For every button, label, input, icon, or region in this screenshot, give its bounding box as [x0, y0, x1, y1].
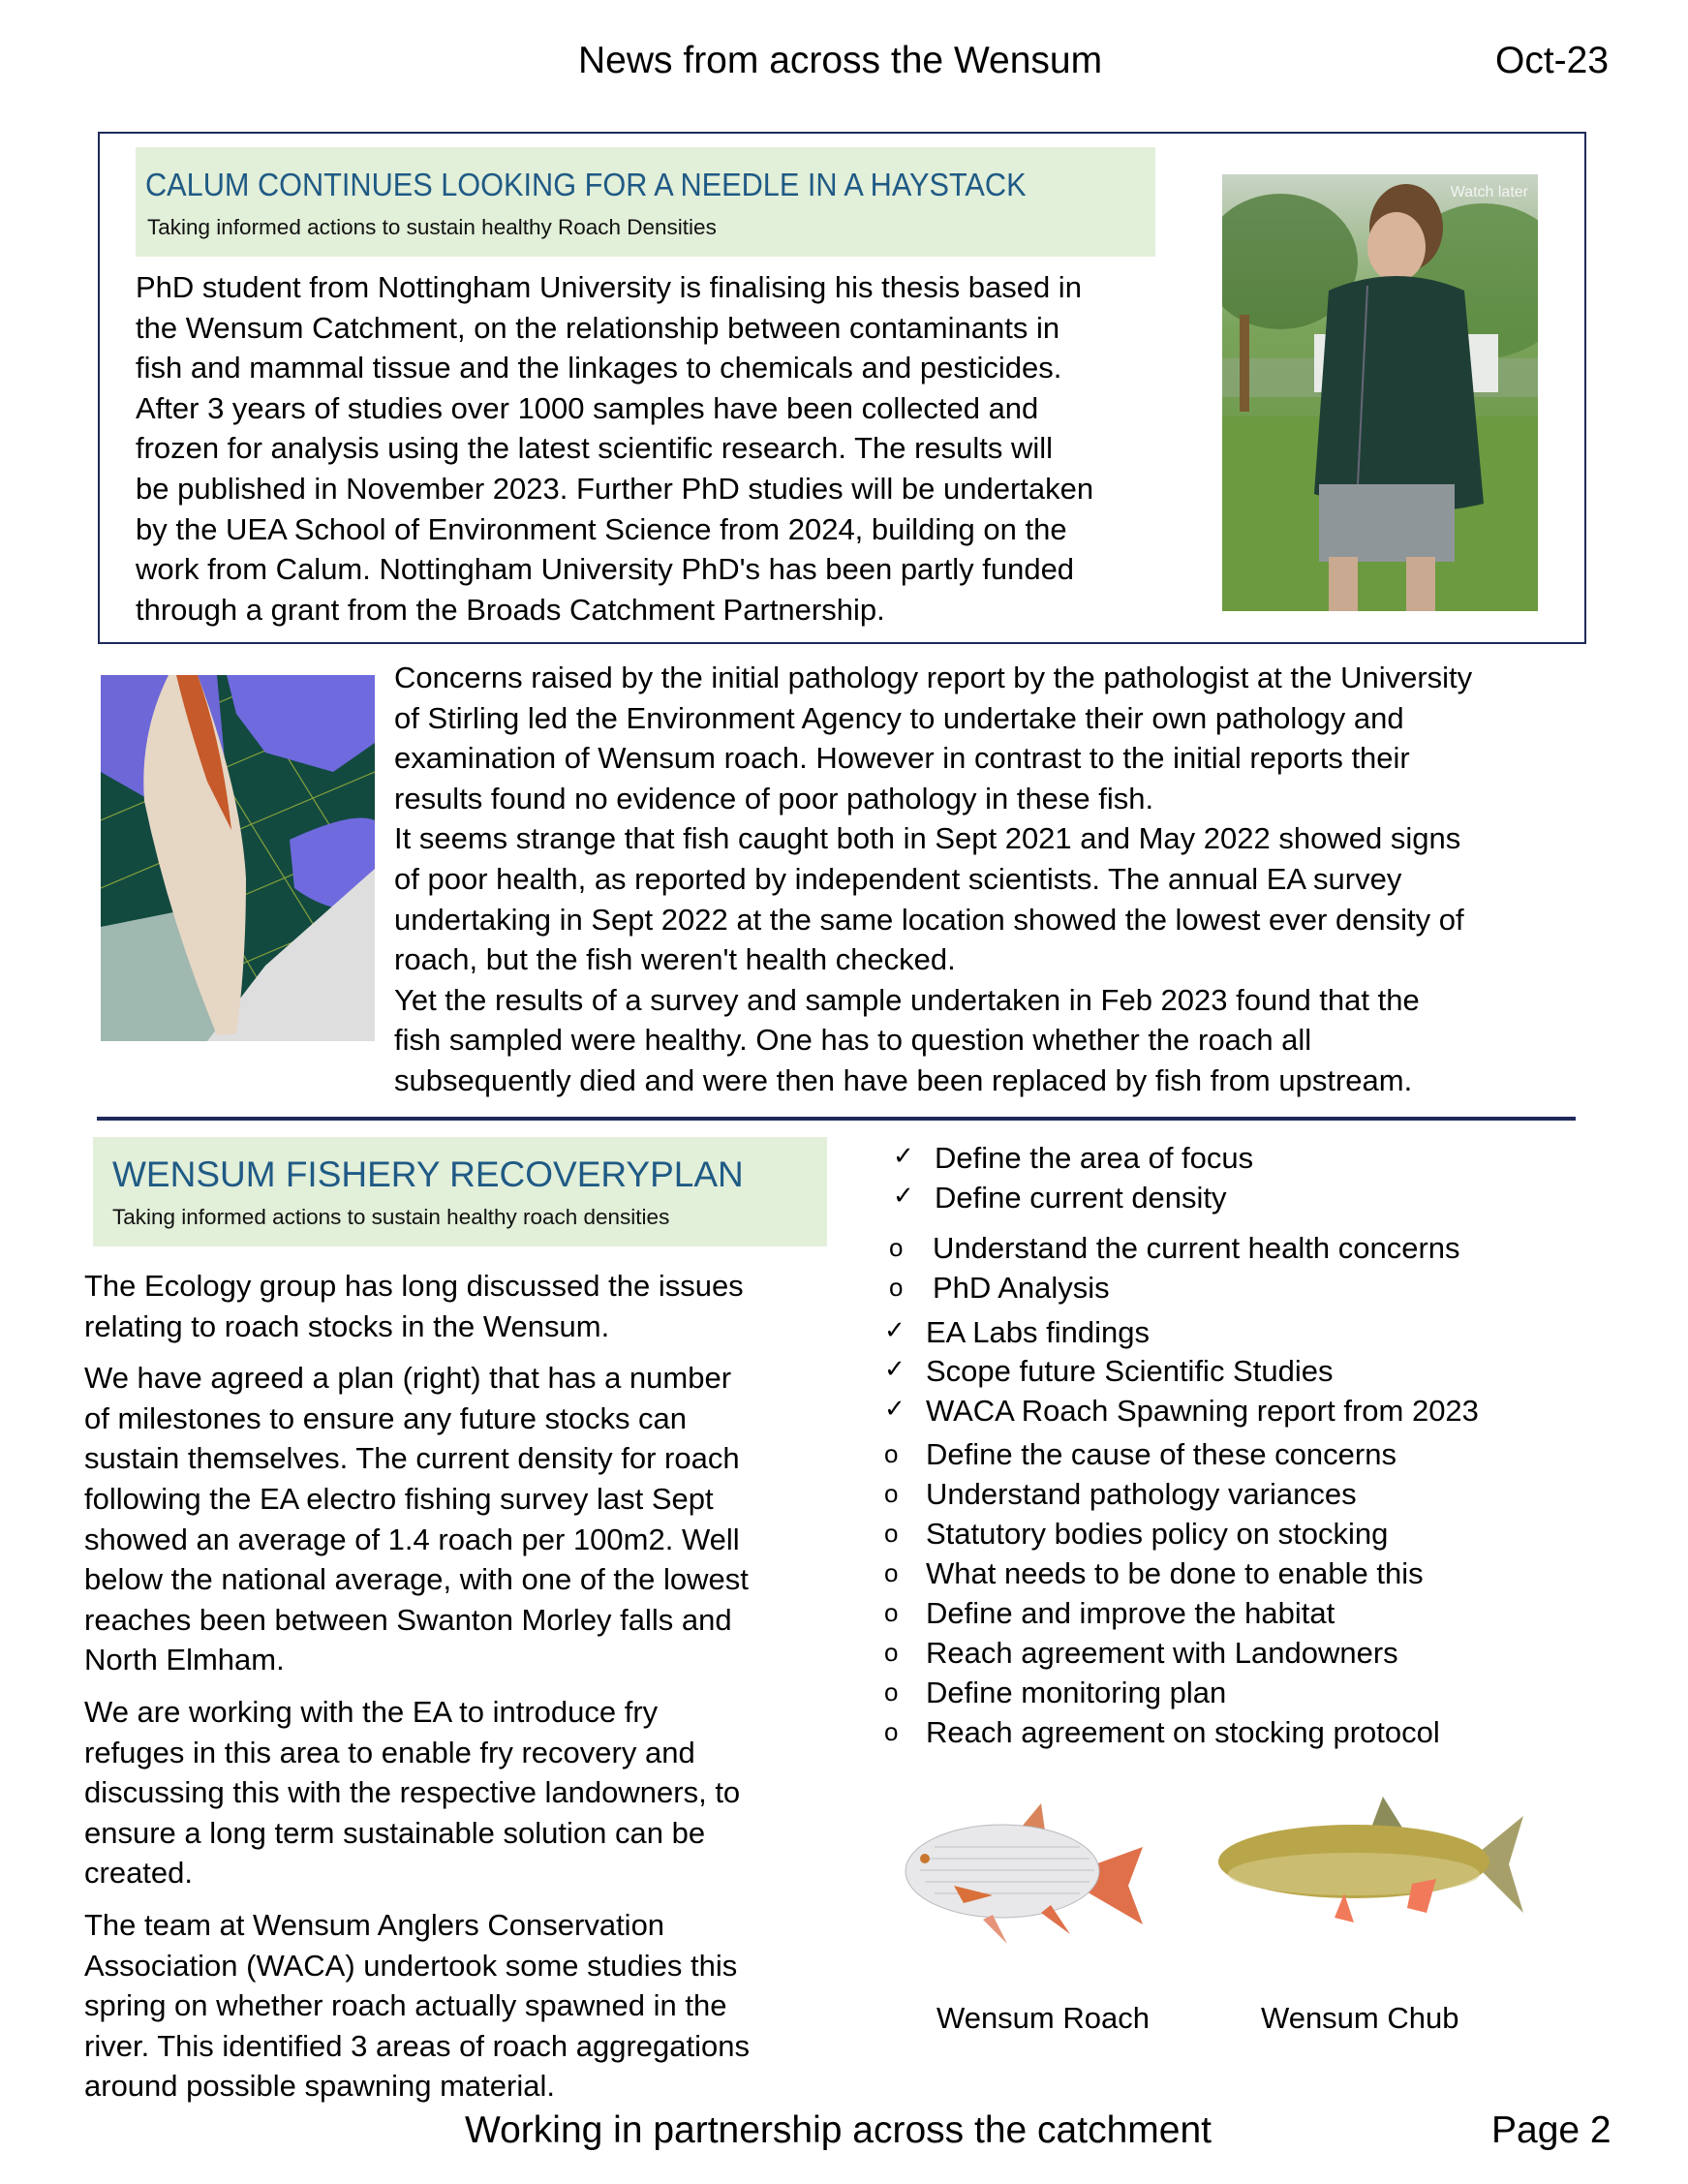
- body-line: undertaking in Sept 2022 at the same location showed the lowest ever density of: [394, 902, 1464, 937]
- article-recovery-subtitle: Taking informed actions to sustain healthy roach densities: [112, 1205, 670, 1229]
- article-calum-subtitle: Taking informed actions to sustain healthy Roach Densities: [147, 215, 717, 239]
- checklist-item-label: PhD Analysis: [933, 1271, 1110, 1305]
- footer-tagline: Working in partnership across the catchment: [465, 2109, 1212, 2151]
- body-line: following the EA electro fishing survey last Sept: [84, 1481, 714, 1516]
- roach-illustration: [896, 1799, 1150, 1944]
- article-recovery-heading-bar: [93, 1137, 827, 1246]
- article-recovery-title: WENSUM FISHERY RECOVERYPLAN: [112, 1154, 744, 1194]
- chub-caption: Wensum Chub: [1261, 2001, 1459, 2035]
- body-line: by the UEA School of Environment Science from 2024, building on the: [136, 511, 1067, 546]
- circle-bullet-icon: o: [884, 1638, 899, 1667]
- checklist-item-label: Scope future Scientific Studies: [926, 1354, 1334, 1388]
- check-icon: ✓: [884, 1394, 905, 1423]
- body-line: fish sampled were healthy. One has to question whether the roach all: [394, 1023, 1312, 1058]
- watch-later-overlay: Watch later: [1450, 184, 1528, 200]
- body-line: discussing this with the respective landowners, to: [84, 1775, 741, 1810]
- body-line: spring on whether roach actually spawned in the: [84, 1988, 727, 2023]
- check-icon: ✓: [884, 1354, 905, 1383]
- checklist-item-label: WACA Roach Spawning report from 2023: [926, 1394, 1479, 1428]
- body-line: refuges in this area to enable fry recovery and: [84, 1735, 695, 1769]
- body-line: through a grant from the Broads Catchment Partnership.: [136, 592, 885, 627]
- body-line: Concerns raised by the initial pathology report by the pathologist at the University: [394, 661, 1473, 694]
- body-line: fish and mammal tissue and the linkages to chemicals and pesticides.: [136, 351, 1062, 385]
- body-line: It seems strange that fish caught both in Sept 2021 and May 2022 showed signs: [394, 821, 1461, 856]
- body-line: around possible spawning material.: [84, 2069, 555, 2104]
- body-line: subsequently died and were then have been replaced by fish from upstream.: [394, 1062, 1413, 1097]
- paragraph: [84, 1266, 859, 1346]
- body-line: examination of Wensum roach. However in contrast to the initial reports their: [394, 741, 1410, 776]
- article-recovery-body: [84, 1266, 859, 2107]
- body-line: frozen for analysis using the latest scientific research. The results will: [136, 431, 1054, 466]
- body-line: sustain themselves. The current density for roach: [84, 1441, 740, 1476]
- checklist-item-label: Define the cause of these concerns: [926, 1437, 1396, 1471]
- checklist-item-label: Understand pathology variances: [926, 1477, 1357, 1511]
- body-line: relating to roach stocks in the Wensum.: [84, 1308, 610, 1343]
- body-line: roach, but the fish weren't health checked.: [394, 942, 956, 977]
- body-line: be published in November 2023. Further PhD studies will be undertaken: [136, 471, 1094, 506]
- checklist-item-label: Define the area of focus: [935, 1141, 1254, 1175]
- body-line: reaches been between Swanton Morley falls and: [84, 1602, 732, 1637]
- circle-bullet-icon: o: [889, 1273, 904, 1302]
- body-line: We have agreed a plan (right) that has a number: [84, 1361, 732, 1396]
- circle-bullet-icon: o: [884, 1677, 899, 1707]
- body-line: results found no evidence of poor pathology in these fish.: [394, 781, 1154, 815]
- checklist-item-label: Statutory bodies policy on stocking: [926, 1517, 1389, 1551]
- check-icon: ✓: [884, 1315, 905, 1344]
- article-pathology-body: [394, 658, 1595, 1101]
- paragraph: [84, 1692, 859, 1893]
- circle-bullet-icon: o: [884, 1717, 899, 1746]
- body-line: North Elmham.: [84, 1643, 285, 1677]
- section-divider: [97, 1117, 1576, 1121]
- page-header-title: News from across the Wensum: [578, 40, 1103, 81]
- circle-bullet-icon: o: [884, 1519, 899, 1548]
- circle-bullet-icon: o: [884, 1558, 899, 1587]
- roach-pathology-photo: [101, 675, 375, 1041]
- checklist-item-label: Reach agreement with Landowners: [926, 1636, 1398, 1670]
- circle-bullet-icon: o: [889, 1233, 904, 1262]
- body-line: of poor health, as reported by independent scientists. The annual EA survey: [394, 861, 1402, 896]
- chub-illustration: [1209, 1792, 1529, 1937]
- body-line: The team at Wensum Anglers Conservation: [84, 1907, 665, 1942]
- body-line: of milestones to ensure any future stocks can: [84, 1400, 688, 1435]
- check-icon: ✓: [893, 1181, 914, 1210]
- body-line: ensure a long term sustainable solution can be: [84, 1815, 706, 1850]
- article-calum-title: CALUM CONTINUES LOOKING FOR A NEEDLE IN A HAYSTACK: [145, 167, 1027, 202]
- paragraph: [84, 1905, 859, 2107]
- page-header-date: Oct-23: [1495, 40, 1610, 81]
- body-line: created.: [84, 1856, 194, 1891]
- body-line: PhD student from Nottingham University is finalising his thesis based in: [136, 270, 1082, 304]
- body-line: work from Calum. Nottingham University PhD's has been partly funded: [136, 552, 1075, 587]
- body-line: river. This identified 3 areas of roach aggregations: [84, 2028, 750, 2063]
- circle-bullet-icon: o: [884, 1598, 899, 1627]
- article-calum-body: [136, 267, 1211, 630]
- checklist-item-label: EA Labs findings: [926, 1315, 1150, 1349]
- footer-page-number: Page 2: [1491, 2109, 1611, 2151]
- body-line: of Stirling led the Environment Agency to undertake their own pathology and: [394, 700, 1404, 735]
- article-calum-heading-bar: [136, 147, 1155, 257]
- body-line: Association (WACA) undertook some studies this: [84, 1948, 738, 1983]
- checklist-item-label: Understand the current health concerns: [933, 1231, 1460, 1265]
- checklist-item-label: What needs to be done to enable this: [926, 1556, 1424, 1590]
- circle-bullet-icon: o: [884, 1439, 899, 1468]
- body-line: showed an average of 1.4 roach per 100m2. Well: [84, 1522, 740, 1556]
- check-icon: ✓: [893, 1141, 914, 1170]
- checklist-item-label: Define and improve the habitat: [926, 1596, 1335, 1630]
- calum-photo: [1222, 174, 1538, 611]
- checklist-item-label: Define current density: [935, 1181, 1227, 1215]
- circle-bullet-icon: o: [884, 1479, 899, 1508]
- body-line: Yet the results of a survey and sample undertaken in Feb 2023 found that the: [394, 982, 1420, 1017]
- checklist-item-label: Define monitoring plan: [926, 1676, 1227, 1709]
- body-line: the Wensum Catchment, on the relationship between contaminants in: [136, 310, 1060, 345]
- body-line: After 3 years of studies over 1000 samples have been collected and: [136, 390, 1039, 425]
- body-line: The Ecology group has long discussed the issues: [84, 1269, 744, 1303]
- roach-caption: Wensum Roach: [936, 2001, 1150, 2035]
- body-line: below the national average, with one of the lowest: [84, 1562, 749, 1597]
- checklist-item-label: Reach agreement on stocking protocol: [926, 1715, 1440, 1749]
- body-line: We are working with the EA to introduce fry: [84, 1694, 659, 1729]
- paragraph: [84, 1358, 859, 1680]
